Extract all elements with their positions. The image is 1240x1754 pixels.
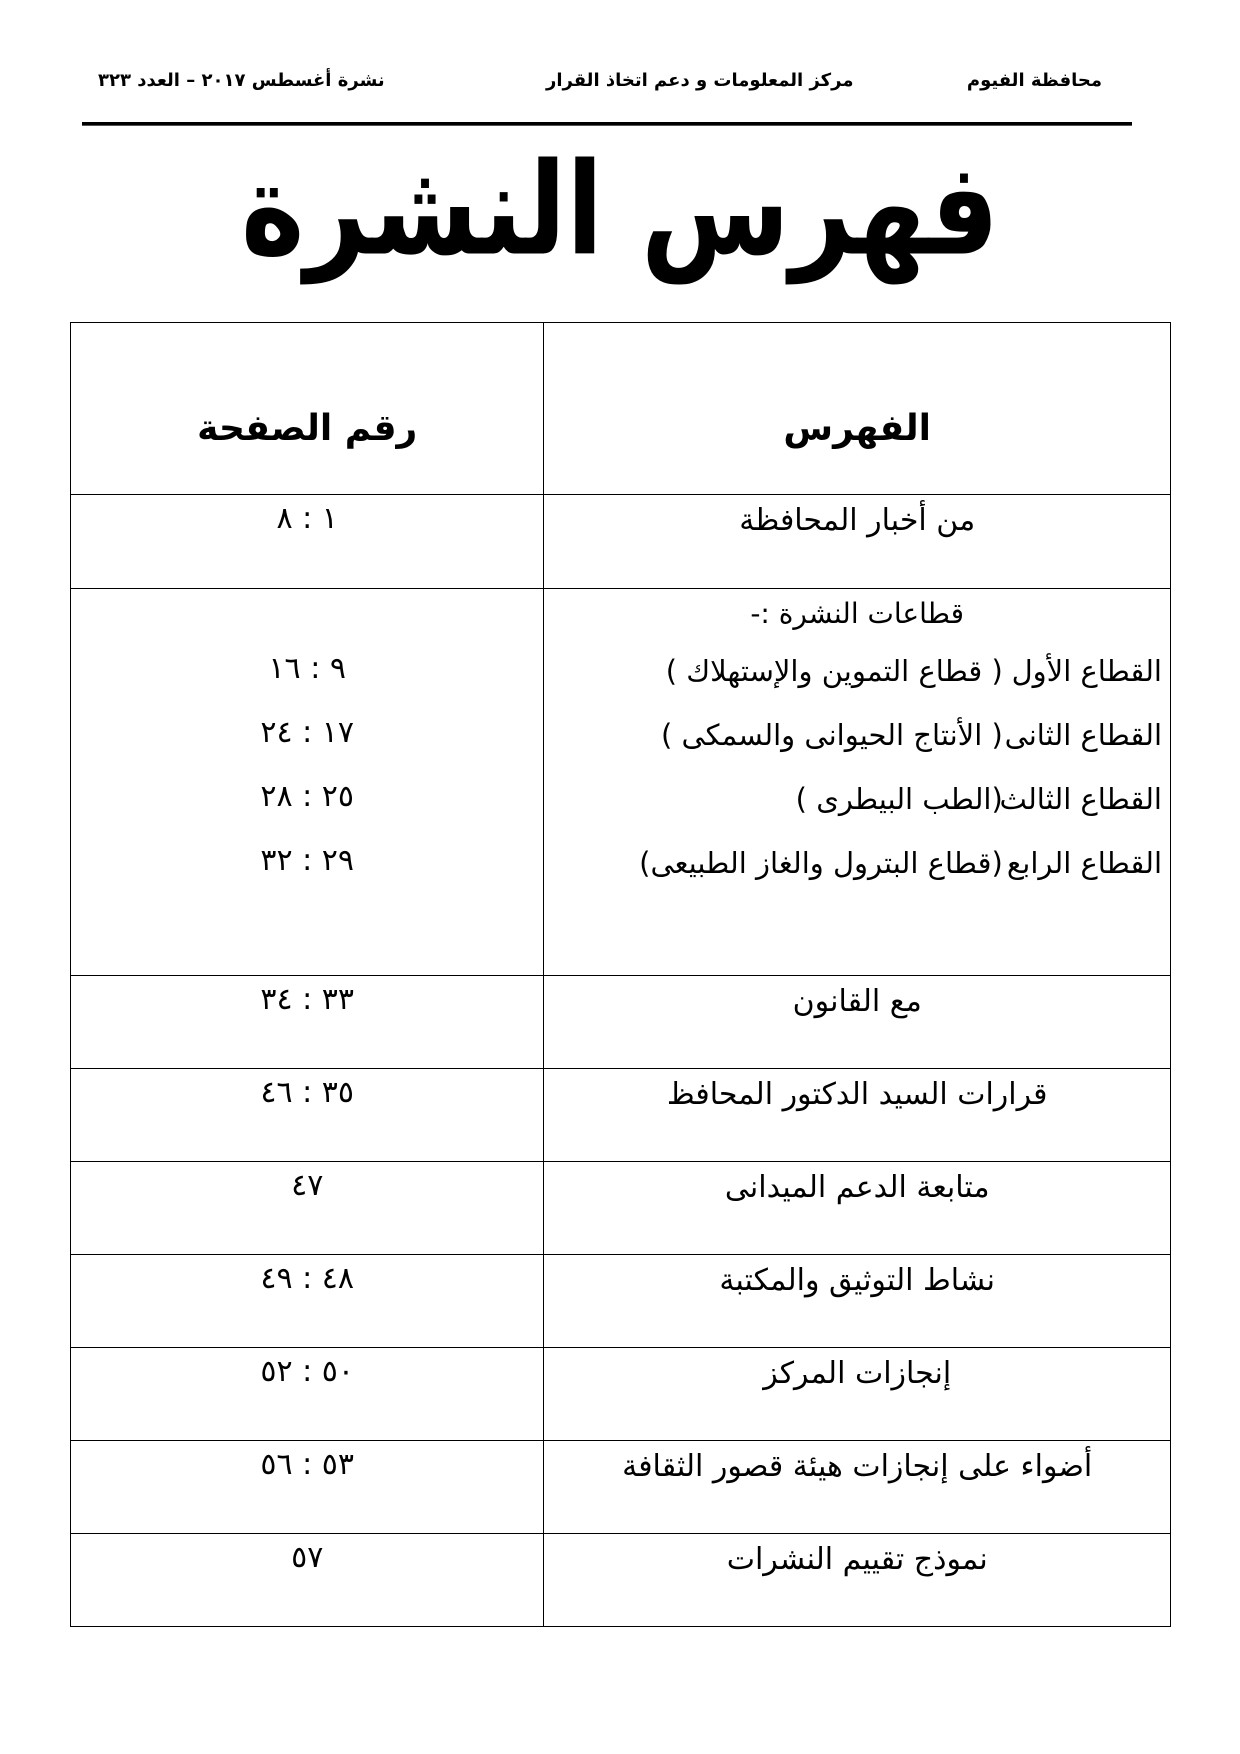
row-pages: ٤٧ bbox=[71, 1162, 544, 1255]
row-pages: ٥٠ : ٥٢ bbox=[71, 1348, 544, 1441]
sector-line bbox=[544, 831, 1170, 895]
table-row bbox=[71, 1534, 1171, 1627]
sectors-row bbox=[71, 589, 1171, 976]
sector-line bbox=[544, 639, 1170, 703]
page-title: فهرس النشرة bbox=[240, 136, 1000, 285]
row-topic: أضواء على إنجازات هيئة قصور الثقافة bbox=[544, 1441, 1171, 1534]
table-row bbox=[71, 1162, 1171, 1255]
sector-pages: ٢٩ : ٣٢ bbox=[260, 843, 355, 878]
toc-table bbox=[70, 322, 1171, 1627]
sector-desc: ( الأنتاج الحيوانى والسمكى ) bbox=[660, 718, 1003, 752]
sector-line bbox=[544, 703, 1170, 767]
topic-header: الفهرس bbox=[544, 323, 1171, 495]
issue-label: نشرة أغسطس ٢٠١٧ – العدد ٣٢٣ bbox=[98, 70, 385, 91]
governorate-name: محافظة الفيوم bbox=[966, 70, 1102, 91]
row-topic: متابعة الدعم الميدانى bbox=[544, 1162, 1171, 1255]
row-topic: إنجازات المركز bbox=[544, 1348, 1171, 1441]
row-pages: ٣٣ : ٣٤ bbox=[71, 976, 544, 1069]
table-row bbox=[71, 976, 1171, 1069]
table-row bbox=[71, 1069, 1171, 1162]
sectors-intro: قطاعات النشرة :- bbox=[750, 597, 964, 630]
sector-desc: (قطاع البترول والغاز الطبيعى) bbox=[639, 846, 1003, 880]
row-pages: ١ : ٨ bbox=[71, 495, 544, 589]
sector-line bbox=[544, 767, 1170, 831]
sector-name: القطاع الرابع bbox=[1006, 846, 1162, 880]
sector-pages: ١٧ : ٢٤ bbox=[260, 715, 355, 750]
row-pages: ٤٨ : ٤٩ bbox=[71, 1255, 544, 1348]
sectors-cell bbox=[544, 589, 1171, 976]
table-row bbox=[71, 1441, 1171, 1534]
sector-desc: (الطب البيطرى ) bbox=[795, 782, 1003, 816]
row-topic: قرارات السيد الدكتور المحافظ bbox=[544, 1069, 1171, 1162]
row-topic: نموذج تقييم النشرات bbox=[544, 1534, 1171, 1627]
row-pages: ٥٣ : ٥٦ bbox=[71, 1441, 544, 1534]
row-topic: مع القانون bbox=[544, 976, 1171, 1069]
row-pages: ٣٥ : ٤٦ bbox=[71, 1069, 544, 1162]
sector-pages-cell bbox=[71, 589, 544, 976]
sector-name: القطاع الثانى bbox=[1004, 718, 1162, 752]
sector-pages: ٩ : ١٦ bbox=[268, 651, 346, 686]
row-topic: من أخبار المحافظة bbox=[544, 495, 1171, 589]
sector-name: القطاع الأول bbox=[1011, 654, 1162, 688]
table-row bbox=[71, 1348, 1171, 1441]
row-pages: ٥٧ bbox=[71, 1534, 544, 1627]
info-center-name: مركز المعلومات و دعم اتخاذ القرار bbox=[546, 70, 854, 91]
sector-name: القطاع الثالث bbox=[999, 782, 1162, 816]
sector-desc: ( قطاع التموين والإستهلاك ) bbox=[665, 654, 1003, 688]
toc-header-row bbox=[71, 323, 1171, 495]
table-row bbox=[71, 1255, 1171, 1348]
header-divider bbox=[82, 122, 1132, 125]
row-topic: نشاط التوثيق والمكتبة bbox=[544, 1255, 1171, 1348]
sector-pages: ٢٥ : ٢٨ bbox=[260, 779, 355, 814]
table-row bbox=[71, 495, 1171, 589]
page-number-header: رقم الصفحة bbox=[71, 323, 544, 495]
